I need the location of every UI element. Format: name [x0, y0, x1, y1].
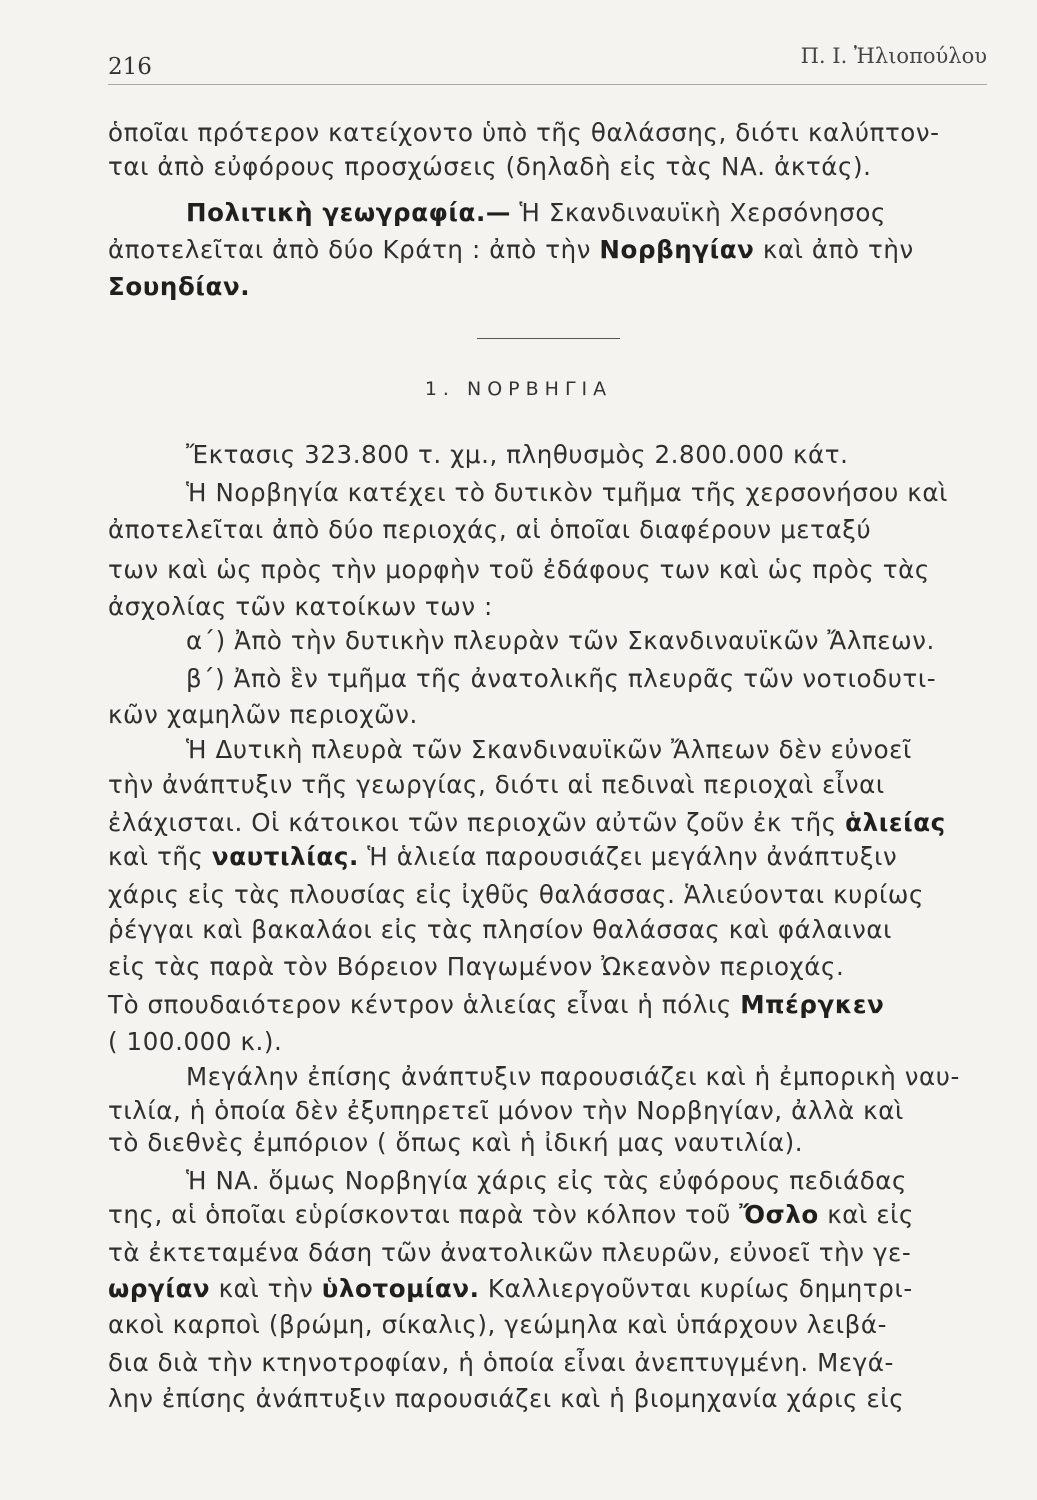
text-line: εἰς τὰς παρὰ τὸν Βόρειον Παγωμένον Ὠκεανὸν περιοχάς. [108, 952, 845, 981]
bold-term: Νορβηγίαν [599, 235, 755, 264]
text-span: ἐλάχισται. Οἱ κάτοικοι τῶν περιοχῶν αὐτῶν ζοῦν ἐκ τῆς [108, 808, 846, 837]
text-line [108, 198, 1037, 227]
text-span: καὶ τῆς [108, 842, 212, 871]
text-line [108, 808, 988, 837]
text-line: τὴν ἀνάπτυξιν τῆς γεωργίας, διότι αἱ πεδιναὶ περιοχαὶ εἶναι [108, 770, 885, 799]
text-line: λην ἐπίσης ἀνάπτυξιν παρουσιάζει καὶ ἡ βιομηχανία χάρις εἰς [108, 1384, 905, 1413]
text-line: Μεγάλην ἐπίσης ἀνάπτυξιν παρουσιάζει καὶ ἡ ἐμπορικὴ ναυ- [186, 1062, 960, 1091]
text-span: καὶ τὴν [210, 1274, 322, 1303]
section-heading: 1. ΝΟΡΒΗΓΙΑ [424, 378, 613, 400]
text-span: ἀποτελεῖται ἀπὸ δύο Κράτη : ἀπὸ τὴν [108, 235, 600, 264]
text-line [108, 842, 988, 871]
bold-term: Σουηδίαν. [108, 272, 251, 301]
text-span: καὶ εἰς [818, 1200, 915, 1229]
text-line: Ἡ Δυτικὴ πλευρὰ τῶν Σκανδιναυϊκῶν Ἄλπεων δὲν εὐνοεῖ [186, 735, 912, 764]
text-line: ῥέγγαι καὶ βακαλάοι εἰς τὰς πλησίον θαλάσσας καὶ φάλαιναι [108, 915, 893, 944]
text-line: Ἔκτασις 323.800 τ. χμ., πληθυσμὸς 2.800.000 κάτ. [186, 440, 849, 469]
text-span: Ἡ ἁλιεία παρουσιάζει μεγάλην ἀνάπτυξιν [358, 842, 898, 871]
bold-term: Ὄσλο [739, 1200, 819, 1229]
text-line: χάρις εἰς τὰς πλουσίας εἰς ἰχθῦς θαλάσσας. Ἁλιεύονται κυρίως [108, 880, 925, 909]
text-line: ὁποῖαι πρότερον κατείχοντο ὑπὸ τῆς θαλάσσης, διότι καλύπτον- [108, 118, 940, 147]
text-line: τιλία, ἡ ὁποία δὲν ἐξυπηρετεῖ μόνον τὴν Νορβηγίαν, ἀλλὰ καὶ [108, 1096, 904, 1125]
text-line: β΄) Ἀπὸ ἓν τμῆμα τῆς ἀνατολικῆς πλευρᾶς τῶν νοτιοδυτι- [186, 664, 937, 693]
text-line: ἀποτελεῖται ἀπὸ δύο περιοχάς, αἱ ὁποῖαι διαφέρουν μεταξύ [108, 515, 872, 544]
text-line: ( 100.000 κ.). [108, 1027, 283, 1056]
bold-term: ὑλοτομίαν. [321, 1274, 480, 1303]
text-span: καὶ ἀπὸ τὴν [754, 235, 914, 264]
political-geography-heading: Πολιτικὴ γεωγραφία.— [186, 198, 511, 227]
text-line [108, 235, 988, 264]
running-head [108, 38, 987, 85]
text-line: Ἡ Νορβηγία κατέχει τὸ δυτικὸν τμῆμα τῆς χερσονήσου καὶ [186, 478, 948, 507]
text-line [108, 1200, 988, 1229]
bold-term: ναυτιλίας. [211, 842, 359, 871]
text-line [108, 272, 988, 301]
text-line: δια διὰ τὴν κτηνοτροφίαν, ἡ ὁποία εἶναι ἀνεπτυγμένη. Μεγά- [108, 1348, 894, 1377]
text-line: τὸ διεθνὲς ἐμπόριον ( ὅπως καὶ ἡ ἰδική μας ναυτιλία). [108, 1128, 804, 1157]
text-line: των καὶ ὡς πρὸς τὴν μορφὴν τοῦ ἐδάφους των καὶ ὡς πρὸς τὰς [108, 555, 930, 584]
section-divider [477, 338, 620, 339]
text-line: ται ἀπὸ εὐφόρους προσχώσεις (δηλαδὴ εἰς τὰς ΝΑ. ἀκτάς). [108, 152, 872, 181]
text-line [108, 1274, 988, 1303]
text-line: ἀσχολίας τῶν κατοίκων των : [108, 592, 493, 621]
text-span: Ἡ Σκανδιναυϊκὴ Χερσόνησος [510, 198, 886, 227]
bold-term: ωργίαν [108, 1274, 211, 1303]
text-span: Καλλιεργοῦνται κυρίως δημητρι- [479, 1274, 913, 1303]
bold-term: Μπέργκεν [740, 990, 885, 1019]
text-line: ακοὶ καρποὶ (βρώμη, σίκαλις), γεώμηλα καὶ ὑπάρχουν λειβά- [108, 1310, 888, 1339]
text-line: α΄) Ἀπὸ τὴν δυτικὴν πλευρὰν τῶν Σκανδιναυϊκῶν Ἄλπεων. [186, 626, 935, 655]
bold-term: ἁλιείας [845, 808, 946, 837]
text-span: της, αἱ ὁποῖαι εὑρίσκονται παρὰ τὸν κόλπον τοῦ [108, 1200, 740, 1229]
text-line: κῶν χαμηλῶν περιοχῶν. [108, 700, 418, 729]
text-span: Τὸ σπουδαιότερον κέντρον ἁλιείας εἶναι ἡ πόλις [108, 990, 741, 1019]
running-head-author: Π. Ι. Ἠλιοπούλου [800, 44, 987, 68]
text-line [108, 990, 988, 1019]
text-line: τὰ ἐκτεταμένα δάση τῶν ἀνατολικῶν πλευρῶν, εὐνοεῖ τὴν γε- [108, 1238, 912, 1267]
text-line: Ἡ ΝΑ. ὅμως Νορβηγία χάρις εἰς τὰς εὐφόρους πεδιάδας [186, 1166, 908, 1195]
page-number: 216 [108, 54, 152, 80]
